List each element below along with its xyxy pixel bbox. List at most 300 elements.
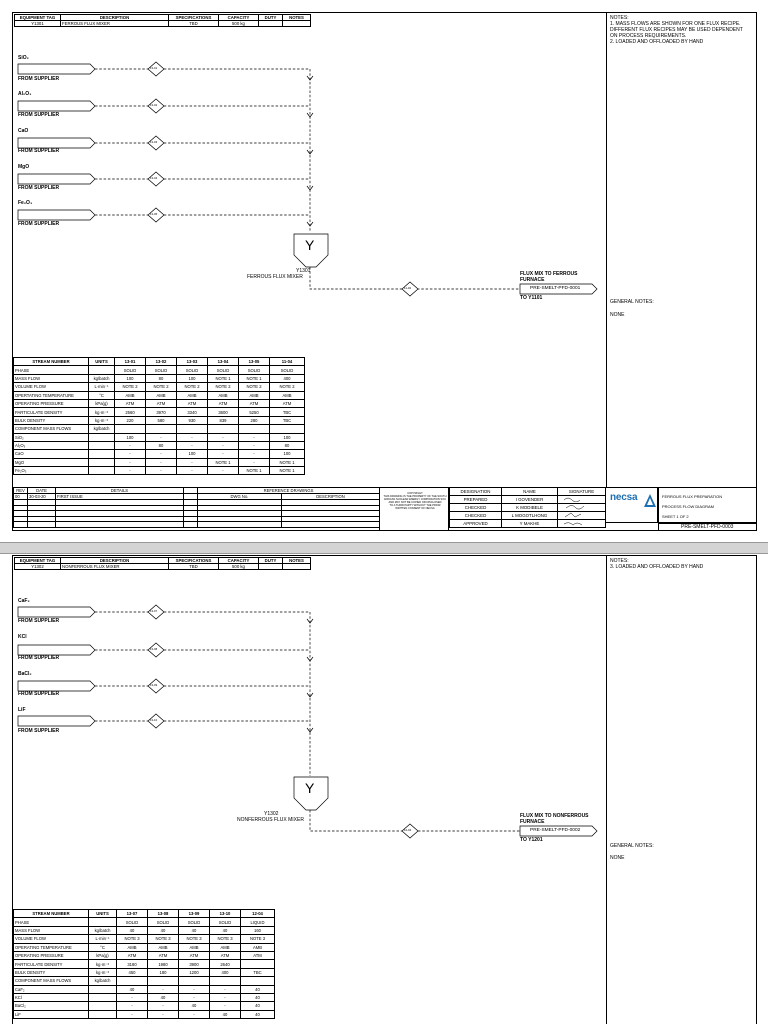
stream-number-label: 13-04 (150, 176, 158, 180)
equipment-cell: Y1302 (15, 564, 61, 570)
stream-value-cell: 5250 (239, 408, 270, 416)
title-line: PROCESS FLOW DIAGRAM (662, 504, 715, 509)
stream-value-cell: LIQUID (241, 918, 275, 926)
stream-value-cell: - (146, 450, 177, 458)
signature-name: L MOGOTLHONG (502, 511, 558, 519)
stream-value-cell: NOTE 3 (179, 935, 210, 943)
stream-number-label: 13-02 (150, 103, 158, 107)
stream-value-cell: 100 (177, 450, 208, 458)
output-title-line-1: FLUX MIX TO FERROUS (520, 271, 578, 277)
source-name: Al₂O₃ (18, 91, 32, 97)
stream-value-cell (117, 977, 148, 985)
stream-value-cell: 40 (148, 993, 179, 1001)
stream-value-cell: SOLID (210, 918, 241, 926)
stream-table-row (14, 977, 275, 985)
revision-header-cell: REV (14, 488, 28, 494)
source-from: FROM SUPPLIER (18, 185, 60, 191)
stream-row-label: PHASE (14, 366, 89, 374)
stream-header-cell: 13-07 (117, 910, 148, 918)
equipment-cell: NONFERROUS FLUX MIXER (61, 564, 169, 570)
stream-row-label: MASS FLOW (14, 374, 89, 382)
revision-header-cell: DETAILS (56, 488, 184, 494)
equipment-cell: 500 kg (219, 21, 259, 27)
equipment-cell: FERROUS FLUX MIXER (61, 21, 169, 27)
stream-table-row (14, 943, 275, 951)
stream-value-cell: NOTE 2 (270, 383, 305, 391)
stream-value-cell: - (239, 441, 270, 449)
stream-value-cell: 400 (270, 374, 305, 382)
stream-value-cell: ATM (239, 399, 270, 407)
stream-value-cell: NOTE 2 (146, 383, 177, 391)
stream-value-cell: 160 (241, 926, 275, 934)
necsa-logo-text: necsa (610, 492, 638, 503)
stream-value-cell: - (146, 433, 177, 441)
stream-value-cell: SOLID (115, 366, 146, 374)
stream-value-cell: - (177, 458, 208, 466)
stream-value-cell: - (146, 467, 177, 475)
stream-number-label: 13-01 (150, 66, 158, 70)
stream-table-row (14, 1002, 275, 1010)
stream-row-label: LiF (14, 1010, 89, 1018)
stream-value-cell: ATM (270, 399, 305, 407)
stream-value-cell: 40 (117, 926, 148, 934)
signature-designation: PREPARED (450, 495, 502, 503)
stream-row-label: BULK DENSITY (14, 968, 89, 976)
stream-value-cell: - (239, 433, 270, 441)
stream-value-cell: - (239, 450, 270, 458)
stream-unit-cell: kg·m⁻³ (89, 968, 117, 976)
stream-value-cell: - (210, 1002, 241, 1010)
stream-value-cell: SOLID (208, 366, 239, 374)
stream-value-cell: ATM (148, 951, 179, 959)
stream-value-cell: 80 (146, 441, 177, 449)
stream-header-cell: STREAM NUMBER (14, 910, 89, 918)
stream-row-label: CaO (14, 450, 89, 458)
stream-unit-cell: kg·m⁻³ (89, 408, 115, 416)
stream-header-cell: 13-04 (208, 358, 239, 366)
stream-header-cell: 13-03 (177, 358, 208, 366)
stream-value-cell: 100 (270, 433, 305, 441)
stream-value-cell: AMB (210, 943, 241, 951)
stream-unit-cell (89, 1002, 117, 1010)
signature-header-cell: SIGNATURE (558, 488, 606, 496)
stream-value-cell (210, 977, 241, 985)
stream-row-label: KCl (14, 993, 89, 1001)
stream-value-cell: - (115, 441, 146, 449)
stream-number-label: 11-04 (404, 286, 411, 290)
stream-value-cell: ATM (208, 399, 239, 407)
mixer-name: NONFERROUS FLUX MIXER (237, 817, 304, 823)
stream-value-cell: - (148, 1002, 179, 1010)
stream-table-row (14, 968, 275, 976)
stream-value-cell: ATM (115, 399, 146, 407)
stream-unit-cell: kg·m⁻³ (89, 416, 115, 424)
stream-value-cell: TBC (241, 968, 275, 976)
output-title-line-2: FURNACE (520, 277, 545, 283)
stream-value-cell: - (117, 1002, 148, 1010)
stream-row-label: Fe₂O₃ (14, 467, 89, 475)
stream-value-cell: 100 (177, 374, 208, 382)
stream-table-row (14, 993, 275, 1001)
stream-table-row (14, 926, 275, 934)
stream-value-cell: AMB (208, 391, 239, 399)
stream-value-cell: - (115, 458, 146, 466)
stream-row-label: COMPONENT MASS FLOWS (14, 425, 89, 433)
stream-value-cell: 839 (208, 416, 239, 424)
stream-row-label: PARTICULATE DENSITY (14, 408, 89, 416)
stream-value-cell: ATM (177, 399, 208, 407)
stream-unit-cell (89, 918, 117, 926)
source-name: CaO (18, 128, 29, 134)
output-to: TO Y1201 (520, 837, 543, 843)
stream-number-label: 13-07 (150, 609, 158, 613)
stream-value-cell: AMB (177, 391, 208, 399)
stream-value-cell: - (208, 433, 239, 441)
stream-value-cell: NOTE 1 (208, 374, 239, 382)
stream-header-cell: STREAM NUMBER (14, 358, 89, 366)
stream-value-cell: - (179, 985, 210, 993)
stream-value-cell: 3900 (179, 960, 210, 968)
sheet-2-stream-table (13, 909, 275, 1019)
stream-value-cell: - (177, 433, 208, 441)
sheet-1-notes-title: NOTES: (610, 15, 629, 21)
stream-table-row (14, 951, 275, 959)
stream-value-cell: 40 (210, 926, 241, 934)
stream-value-cell: 1980 (148, 960, 179, 968)
stream-unit-cell: L·min⁻¹ (89, 383, 115, 391)
stream-value-cell: - (210, 993, 241, 1001)
stream-row-label: PHASE (14, 918, 89, 926)
stream-row-label: VOLUME FLOW (14, 383, 89, 391)
stream-unit-cell: °C (89, 943, 117, 951)
mixer-symbol: Y (305, 237, 315, 253)
stream-header-cell: 12-04 (241, 910, 275, 918)
copyright-text: COPYRIGHT THIS DRAWING IS THE PROPERTY OF THE SOUTH AFRICAN NUCLEAR ENERGY CORPORATION SOC AND MAY NOT BE COPIED OR DISCLOSED TO A THIRD PARTY WITHOUT THE PRIOR WRITTEN CONSENT OF NECSA (383, 492, 447, 511)
stream-value-cell: 40 (241, 1010, 275, 1018)
stream-row-label: BULK DENSITY (14, 416, 89, 424)
stream-header-cell: 13-02 (146, 358, 177, 366)
stream-value-cell: - (115, 467, 146, 475)
stream-value-cell: NOTE 1 (239, 467, 270, 475)
source-name: KCl (18, 634, 27, 640)
stream-unit-cell: kg/batch (89, 374, 115, 382)
output-doc-number: PRE-SMELT-PFD-0001 (530, 286, 581, 291)
stream-value-cell: NOTE 1 (239, 374, 270, 382)
stream-value-cell: 3180 (117, 960, 148, 968)
source-name: SiO₂ (18, 55, 29, 61)
stream-table-row (14, 985, 275, 993)
title-line: FERROUS FLUX PREPARATION (662, 494, 723, 499)
stream-value-cell: 40 (241, 985, 275, 993)
stream-header-cell: 13-01 (115, 358, 146, 366)
stream-table-row (14, 918, 275, 926)
stream-row-label: VOLUME FLOW (14, 935, 89, 943)
stream-number-label: 13-05 (150, 212, 158, 216)
stream-value-cell: - (208, 441, 239, 449)
sheet-1-note-line: DIFFERENT FLUX RECIPES MAY BE USED DEPENDENT (610, 27, 743, 33)
equipment-header-cell: EQUIPMENT TAG (15, 15, 61, 21)
stream-value-cell: 3970 (146, 408, 177, 416)
stream-value-cell: - (210, 985, 241, 993)
source-from: FROM SUPPLIER (18, 148, 60, 154)
stream-value-cell: 280 (239, 416, 270, 424)
stream-unit-cell (89, 993, 117, 1001)
stream-row-label: OPERATING PRESSURE (14, 399, 89, 407)
stream-value-cell: 40 (241, 1002, 275, 1010)
stream-value-cell: - (115, 450, 146, 458)
stream-value-cell (179, 977, 210, 985)
equipment-cell: TBD (169, 564, 219, 570)
stream-row-label: OPERATING TEMPERATURE (14, 943, 89, 951)
stream-value-cell: 100 (115, 374, 146, 382)
stream-row-label: MgO (14, 458, 89, 466)
stream-value-cell: 1200 (179, 968, 210, 976)
stream-unit-cell: L·min⁻¹ (89, 935, 117, 943)
mixer-tag: Y1302 (264, 811, 279, 817)
signature-designation: CHECKED (450, 503, 502, 511)
stream-row-label: SiO₂ (14, 433, 89, 441)
stream-value-cell: ATM (241, 951, 275, 959)
stream-value-cell: 580 (146, 416, 177, 424)
source-name: MgO (18, 164, 30, 170)
revision-header-cell: DATE (28, 488, 56, 494)
stream-value-cell: - (146, 458, 177, 466)
sheet-1-note-line: 1. MASS FLOWS ARE SHOWN FOR ONE FLUX RECIPE. (610, 21, 741, 27)
stream-value-cell: NOTE 2 (239, 383, 270, 391)
stream-value-cell: NOTE 2 (115, 383, 146, 391)
stream-table-row (14, 935, 275, 943)
mixer-name: FERROUS FLUX MIXER (247, 274, 303, 280)
output-title-line-1: FLUX MIX TO NONFERROUS (520, 813, 589, 819)
stream-row-label: MASS FLOW (14, 926, 89, 934)
signature-name: I GOVENDER (502, 495, 558, 503)
stream-value-cell: 450 (117, 968, 148, 976)
stream-value-cell: AMB (239, 391, 270, 399)
stream-value-cell: AMB (270, 391, 305, 399)
signature-name: Y MAKHE (502, 519, 558, 527)
stream-value-cell: NOTE 2 (208, 383, 239, 391)
stream-value-cell (241, 960, 275, 968)
stream-value-cell: TBC (270, 416, 305, 424)
equipment-header-cell: EQUIPMENT TAG (15, 558, 61, 564)
stream-value-cell: 100 (270, 450, 305, 458)
sheet-1-general-notes-title: GENERAL NOTES: (610, 299, 654, 305)
stream-value-cell: ATM (210, 951, 241, 959)
stream-value-cell: - (239, 458, 270, 466)
stream-value-cell: - (177, 441, 208, 449)
equipment-cell: TBD (169, 21, 219, 27)
stream-value-cell: ATM (117, 951, 148, 959)
dwg-header-cell: DESCRIPTION (282, 494, 380, 500)
equipment-header-cell: NOTES (283, 558, 311, 564)
sheet-1-note-line: 2. LOADED AND OFFLOADED BY HAND (610, 39, 704, 45)
stream-value-cell: 40 (241, 993, 275, 1001)
stream-value-cell: 2560 (115, 408, 146, 416)
stream-row-label: OPERATING PRESSURE (14, 951, 89, 959)
stream-value-cell: AMB (117, 943, 148, 951)
sheet-2-notes-title: NOTES: (610, 558, 629, 564)
stream-header-cell: 11-04 (270, 358, 305, 366)
stream-table-row (14, 960, 275, 968)
stream-number-label: 12-04 (404, 828, 412, 832)
stream-value-cell: 80 (270, 441, 305, 449)
stream-value-cell: NOTE 3 (210, 935, 241, 943)
stream-table-row (14, 1010, 275, 1018)
stream-value-cell: AMB (115, 391, 146, 399)
stream-value-cell: NOTE 1 (208, 458, 239, 466)
stream-unit-cell (89, 1010, 117, 1018)
stream-value-cell: - (148, 985, 179, 993)
stream-unit-cell: kg/batch (89, 977, 117, 985)
source-from: FROM SUPPLIER (18, 76, 60, 82)
stream-number-label: 13-08 (150, 647, 158, 651)
stream-value-cell: - (177, 467, 208, 475)
stream-value-cell: - (208, 450, 239, 458)
revision-cell: FIRST ISSUE (56, 494, 184, 500)
source-from: FROM SUPPLIER (18, 221, 60, 227)
stream-row-label: CaF₂ (14, 985, 89, 993)
stream-value-cell: 100 (115, 433, 146, 441)
stream-value-cell: 40 (210, 1010, 241, 1018)
stream-row-label: BaCl₂ (14, 1002, 89, 1010)
source-from: FROM SUPPLIER (18, 112, 60, 118)
equipment-cell: 500 kg (219, 564, 259, 570)
stream-value-cell: NOTE 1 (270, 467, 305, 475)
stream-unit-cell: kg/batch (89, 926, 117, 934)
signature-header-cell: NAME (502, 488, 558, 496)
stream-value-cell: 2640 (210, 960, 241, 968)
equipment-cell: Y1301 (15, 21, 61, 27)
stream-value-cell: SOLID (117, 918, 148, 926)
sheet-1-general-notes-value: NONE (610, 312, 625, 318)
output-doc-number: PRE-SMELT-PFD-0002 (530, 828, 581, 833)
stream-value-cell: NOTE 1 (270, 458, 305, 466)
stream-row-label: PARTICULATE DENSITY (14, 960, 89, 968)
source-name: CaF₂ (18, 598, 30, 604)
stream-row-label: OPERTATING TEMPERATURE (14, 391, 89, 399)
stream-value-cell: NOTE 3 (117, 935, 148, 943)
stream-value-cell: 40 (148, 926, 179, 934)
source-name: Fe₂O₃ (18, 200, 33, 206)
stream-header-cell: 13-09 (179, 910, 210, 918)
stream-number-label: 13-10 (150, 718, 158, 722)
output-title-line-2: FURNACE (520, 819, 545, 825)
stream-unit-cell: °C (89, 391, 115, 399)
mixer-symbol: Y (305, 780, 315, 796)
equipment-header-cell: SPECIFICATIONS (169, 15, 219, 21)
stream-unit-cell (89, 985, 117, 993)
stream-value-cell: NOTE 2 (177, 383, 208, 391)
stream-value-cell: 180 (148, 968, 179, 976)
stream-value-cell: - (179, 993, 210, 1001)
stream-value-cell: NOTE 3 (148, 935, 179, 943)
stream-unit-cell: kg·m⁻³ (89, 960, 117, 968)
source-name: LiF (18, 707, 26, 713)
source-name: BaCl₂ (18, 671, 32, 677)
stream-value-cell: SOLID (270, 366, 305, 374)
stream-value-cell: NOTE 3 (241, 935, 275, 943)
stream-value-cell: - (148, 1010, 179, 1018)
stream-value-cell: 40 (179, 926, 210, 934)
signature-designation: CHECKED (450, 511, 502, 519)
stream-header-cell: UNITS (89, 358, 115, 366)
equipment-header-cell: CAPACITY (219, 15, 259, 21)
stream-value-cell: ATM (146, 399, 177, 407)
stream-value-cell: SOLID (148, 918, 179, 926)
stream-value-cell (148, 977, 179, 985)
stream-value-cell: - (208, 467, 239, 475)
stream-header-cell: 13-05 (239, 358, 270, 366)
signature-name: K MODIBELE (502, 503, 558, 511)
stream-row-label: COMPONENT MASS FLOWS (14, 977, 89, 985)
equipment-header-cell: NOTES (283, 15, 311, 21)
stream-value-cell: SOLID (146, 366, 177, 374)
stream-header-row (14, 910, 275, 918)
stream-row-label: Al₂O₃ (14, 441, 89, 449)
stream-value-cell: SOLID (239, 366, 270, 374)
equipment-header-cell: DESCRIPTION (61, 558, 169, 564)
stream-value-cell: 40 (179, 1002, 210, 1010)
stream-value-cell: - (179, 1010, 210, 1018)
stream-unit-cell: kg/batch (89, 425, 115, 433)
stream-value-cell (241, 977, 275, 985)
stream-unit-cell: kPa(g) (89, 951, 117, 959)
equipment-header-cell: SPECIFICATIONS (169, 558, 219, 564)
stream-header-cell: UNITS (89, 910, 117, 918)
revision-cell: 30-03-20 (28, 494, 56, 500)
doc-number: PRE-SMELT-PFD-0003 (681, 524, 734, 530)
stream-value-cell: TBC (270, 408, 305, 416)
equipment-header-cell: CAPACITY (219, 558, 259, 564)
stream-value-cell: AMB (241, 943, 275, 951)
output-to: TO Y1101 (520, 295, 543, 301)
stream-header-cell: 13-10 (210, 910, 241, 918)
stream-value-cell: - (117, 1010, 148, 1018)
stream-value-cell: AMB (179, 943, 210, 951)
mixer-tag: Y1301 (296, 268, 311, 274)
source-from: FROM SUPPLIER (18, 618, 60, 624)
signature-header-cell: DESIGNATION (450, 488, 502, 496)
revision-cell: 00 (14, 494, 28, 500)
stream-unit-cell: kPa(g) (89, 399, 115, 407)
sheet-2-note-line: 3. LOADED AND OFFLOADED BY HAND (610, 564, 704, 570)
stream-number-label: 13-09 (150, 683, 158, 687)
source-from: FROM SUPPLIER (18, 655, 60, 661)
source-from: FROM SUPPLIER (18, 691, 60, 697)
stream-value-cell: - (117, 993, 148, 1001)
stream-header-cell: 13-08 (148, 910, 179, 918)
stream-value-cell: 40 (117, 985, 148, 993)
stream-value-cell: 3340 (177, 408, 208, 416)
stream-value-cell: 80 (146, 374, 177, 382)
stream-value-cell: ATM (179, 951, 210, 959)
stream-value-cell: 220 (115, 416, 146, 424)
title-line: SHEET 1 OF 2 (662, 514, 689, 519)
equipment-header-cell: DESCRIPTION (61, 15, 169, 21)
sheet-2-general-notes-value: NONE (610, 855, 625, 861)
stream-value-cell: 400 (210, 968, 241, 976)
stream-value-cell: AMB (148, 943, 179, 951)
equipment-header-cell: DUTY (259, 558, 283, 564)
sheet-1-note-line: ON PROCESS REQUIREMENTS. (610, 33, 687, 39)
stream-value-cell: AMB (146, 391, 177, 399)
sheet-2-general-notes-title: GENERAL NOTES: (610, 843, 654, 849)
stream-value-cell: 3600 (208, 408, 239, 416)
source-from: FROM SUPPLIER (18, 728, 60, 734)
stream-value-cell: SOLID (177, 366, 208, 374)
signature-designation: APPROVED (450, 519, 502, 527)
stream-number-label: 13-03 (150, 140, 158, 144)
